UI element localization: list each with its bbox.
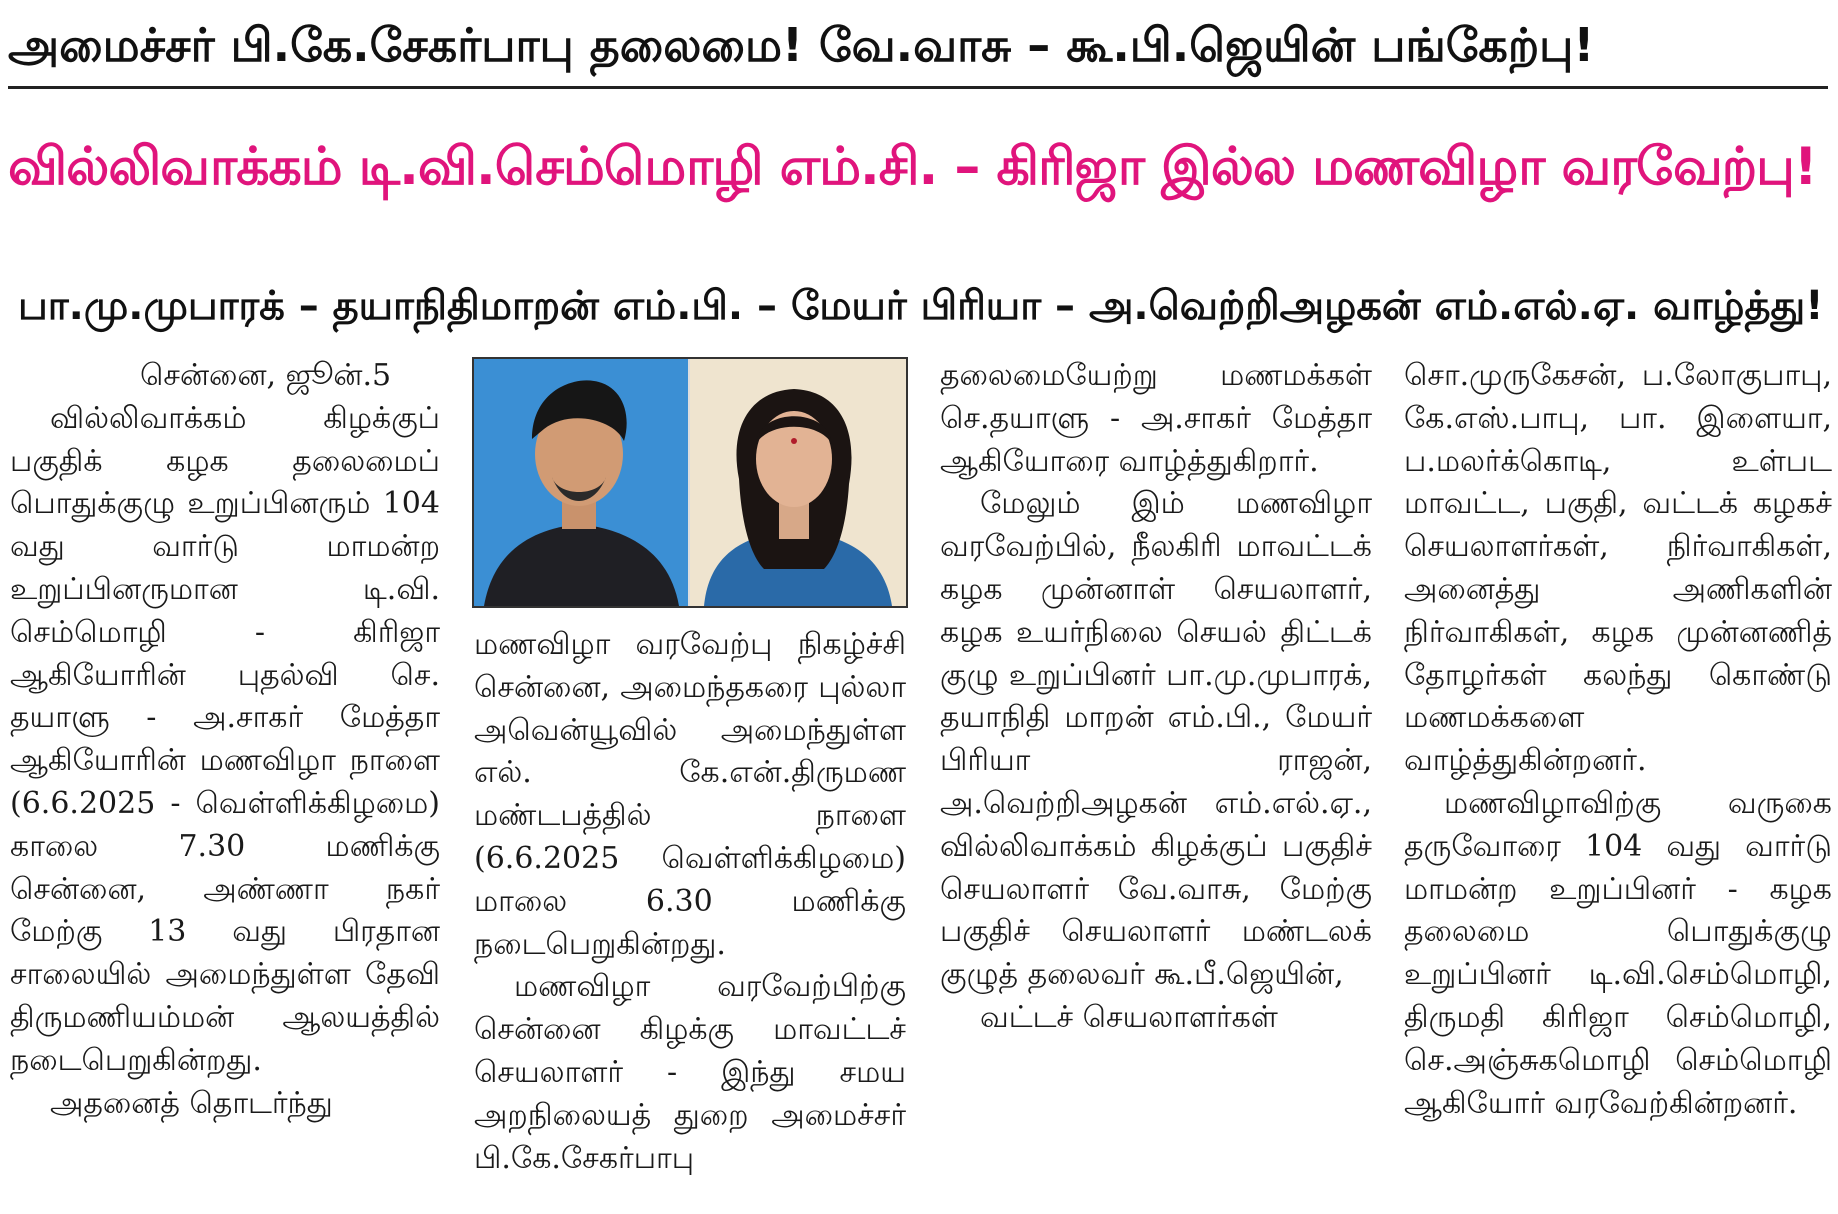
kicker-headline: அமைச்சர் பி.கே.சேகர்பாபு தலைமை! வே.வாசு – கூ.பி.ஜெயின் பங்கேற்பு! [8, 18, 1595, 72]
portrait-figures [474, 359, 906, 606]
dateline: சென்னை, ஜூன்.5 [140, 358, 392, 393]
header-rule [8, 86, 1828, 89]
main-headline: வில்லிவாக்கம் டி.வி.செம்மொழி எம்.சி. – கிரிஜா இல்ல மணவிழா வரவேற்பு! [8, 137, 1817, 197]
paragraph: மேலும் இம் மணவிழா வரவேற்பில், நீலகிரி மாவட்டக் கழக முன்னாள் செயலாளர், கழக உயர்நிலை செயல் திட்டக் குழு உறுப்பினர் பா.மு.முபாரக், தயாநிதி மாறன் எம்.பி., மேயர் பிரியா ராஜன், அ.வெற்றிஅழகன் எம்.எல்.ஏ., வில்லிவாக்கம் கிழக்குப் பகுதிச் செயலாளர் வே.வாசு, மேற்கு பகுதிச் செயலாளர் மண்டலக் குழுத் தலைவர் கூ.பீ.ஜெயின், [940, 486, 1372, 993]
paragraph: மணவிழா வரவேற்பிற்கு சென்னை கிழக்கு மாவட்டச் செயலாளர் - இந்து சமய அறநிலையத் துறை அமைச்சர் பி.கே.சேகர்பாபு [474, 969, 906, 1176]
article-column-3 [940, 355, 1372, 1040]
paragraph: மணவிழா வரவேற்பு நிகழ்ச்சி சென்னை, அமைந்தகரை புல்லா அவென்யூவில் அமைந்துள்ள எல். கே.என்.திருமண மண்டபத்தில் நாளை (6.6.2025 வெள்ளிக்கிழமை) மாலை 6.30 மணிக்கு நடைபெறுகின்றது. [474, 627, 906, 962]
paragraph: வில்லிவாக்கம் கிழக்குப் பகுதிக் கழக தலைமைப் பொதுக்குழு உறுப்பினரும் 104 வது வார்டு மாமன்ற உறுப்பினருமான டி.வி. செம்மொழி - கிரிஜா ஆகியோரின் புதல்வி செ. தயாளு - அ.சாகர் மேத்தா ஆகியோரின் மணவிழா நாளை (6.6.2025 - வெள்ளிக்கிழமை) காலை 7.30 மணிக்கு சென்னை, அண்ணா நகர் மேற்கு 13 வது பிரதான சாலையில் அமைந்துள்ள தேவி திருமணியம்மன் ஆலயத்தில் நடைபெறுகின்றது. [10, 400, 440, 1078]
paragraph: தலைமையேற்று மணமக்கள் செ.தயாளு - அ.சாகர் மேத்தா ஆகியோரை வாழ்த்துகிறார். [940, 358, 1372, 479]
article-column-1 [10, 355, 440, 1125]
article-column-4 [1404, 355, 1832, 1125]
article-column-2 [474, 624, 906, 1180]
paragraph: வட்டச் செயலாளர்கள் [980, 999, 1278, 1035]
couple-photo [472, 357, 908, 608]
sub-headline: பா.மு.முபாரக் – தயாநிதிமாறன் எம்.பி. – மேயர் பிரியா – அ.வெற்றிஅழகன் எம்.எல்.ஏ. வாழ்த்து! [18, 283, 1824, 329]
paragraph: சொ.முருகேசன், ப.லோகுபாபு, கே.எஸ்.பாபு, பா. இளையா, ப.மலர்க்கொடி, உள்பட மாவட்ட, பகுதி, வட்டக் கழகச் செயலாளர்கள், நிர்வாகிகள், அனைத்து அணிகளின் நிர்வாகிகள், கழக முன்னணித் தோழர்கள் கலந்து கொண்டு மணமக்களை வாழ்த்துகின்றனர். [1404, 358, 1832, 779]
paragraph: மணவிழாவிற்கு வருகை தருவோரை 104 வது வார்டு மாமன்ற உறுப்பினர் - கழக தலைமை பொதுக்குழு உறுப்பினர் டி.வி.செம்மொழி, திருமதி கிரிஜா செம்மொழி, செ.அஞ்சுகமொழி செம்மொழி ஆகியோர் வரவேற்கின்றனர். [1404, 785, 1832, 1121]
paragraph: அதனைத் தொடர்ந்து [50, 1085, 333, 1121]
